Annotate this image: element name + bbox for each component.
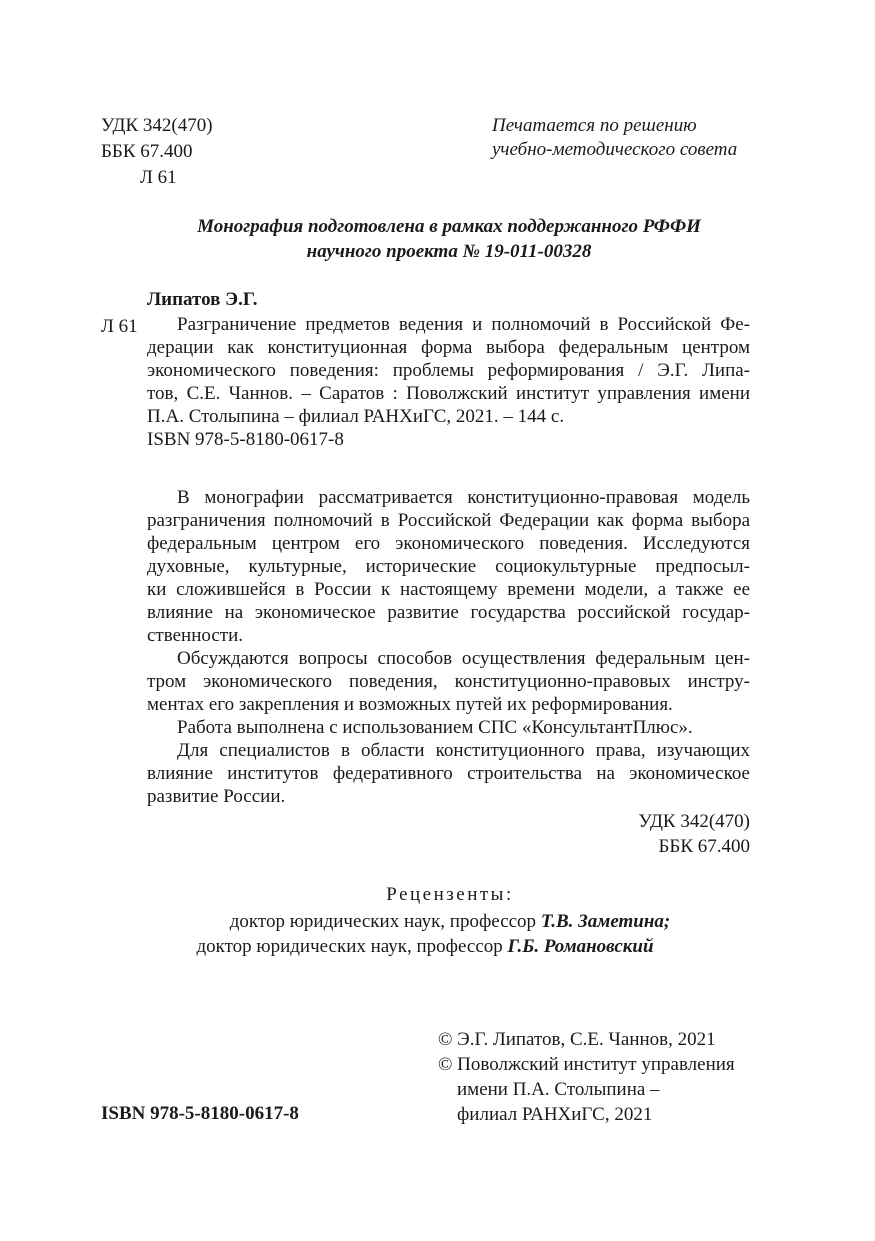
biblio-isbn: ISBN 978-5-8180-0617-8	[147, 429, 344, 450]
biblio-author: Липатов Э.Г.	[147, 289, 258, 310]
abstract-p4-line: развитие России.	[147, 786, 286, 807]
biblio-description	[147, 313, 750, 451]
reviewer-1-name: Т.В. Заметина;	[540, 911, 671, 932]
abstract-p3: Работа выполнена с использованием СПС «КонсультантПлюс».	[177, 717, 693, 738]
grant-line-1: Монография подготовлена в рамках поддержанного РФФИ	[197, 216, 701, 237]
copyright-authors: © Э.Г. Липатов, С.Е. Чаннов, 2021	[438, 1029, 716, 1050]
abstract-p1-line: федеральным центром его экономического поведения. Исследуются	[147, 533, 750, 554]
bbk-code: ББК 67.400	[101, 141, 193, 162]
grant-line-2: научного проекта № 19-011-00328	[306, 241, 592, 262]
abstract-p2-line: ментах его закрепления и возможных путей их реформирования.	[147, 694, 673, 715]
biblio-line: Разграничение предметов ведения и полномочий в Российской Фе-	[177, 314, 750, 335]
grant-note	[100, 215, 798, 263]
abstract	[147, 486, 750, 858]
biblio-line: П.А. Столыпина – филиал РАНХиГС, 2021. – 144 с.	[147, 406, 565, 427]
abstract-p4-line: Для специалистов в области конституционного права, изучающих	[177, 740, 750, 761]
copyright-block	[438, 1028, 735, 1126]
reviewer-1	[100, 910, 800, 933]
reviewer-2-name: Г.Б. Романовский	[507, 936, 654, 957]
abstract-p1-line: духовные, культурные, исторические социокультурные предпосыл-	[147, 556, 750, 577]
approval-note	[492, 114, 737, 161]
abstract-bbk: ББК 67.400	[658, 836, 750, 857]
abstract-p2-line: Обсуждаются вопросы способов осуществления федеральным цен-	[177, 648, 750, 669]
reviewers-heading: Рецензенты:	[386, 884, 514, 905]
abstract-p1-line: ки сложившейся в России к настоящему времени модели, а также ее	[147, 579, 750, 600]
biblio-mark: Л 61	[101, 316, 138, 337]
abstract-p1-line: В монографии рассматривается конституционно-правовая модель	[177, 487, 750, 508]
udk-block	[101, 114, 213, 189]
copyright-institute-3: филиал РАНХиГС, 2021	[457, 1104, 653, 1125]
biblio-line: экономического поведения: проблемы реформирования / Э.Г. Липа-	[147, 360, 750, 381]
approval-line-1: Печатается по решению	[492, 115, 697, 136]
author-mark: Л 61	[140, 167, 177, 188]
biblio-line: дерации как конституционная форма выбора федеральным центром	[147, 337, 750, 358]
abstract-p1-line: ственности.	[147, 625, 243, 646]
approval-line-2: учебно-методического совета	[492, 139, 738, 160]
copyright-institute-2: имени П.А. Столыпина –	[457, 1079, 660, 1100]
abstract-p4-line: влияние институтов федеративного строительства на экономическое	[147, 763, 750, 784]
abstract-p2-line: тром экономического поведения, конституционно-правовых инстру-	[147, 671, 750, 692]
udk-code: УДК 342(470)	[101, 115, 213, 136]
abstract-p1-line: разграничения полномочий в Российской Федерации как форма выбора	[147, 510, 750, 531]
biblio-line: тов, С.Е. Чаннов. – Саратов : Поволжский институт управления имени	[147, 383, 750, 404]
copyright-institute-1: © Поволжский институт управления	[438, 1054, 735, 1075]
reviewer-2	[100, 935, 750, 958]
footer-isbn: ISBN 978-5-8180-0617-8	[101, 1103, 299, 1124]
abstract-p1-line: влияние на экономическое развитие государства российской государ-	[147, 602, 750, 623]
reviewer-1-title: доктор юридических наук, профессор	[229, 911, 541, 932]
reviewer-2-title: доктор юридических наук, профессор	[196, 936, 508, 957]
abstract-udk: УДК 342(470)	[638, 811, 750, 832]
